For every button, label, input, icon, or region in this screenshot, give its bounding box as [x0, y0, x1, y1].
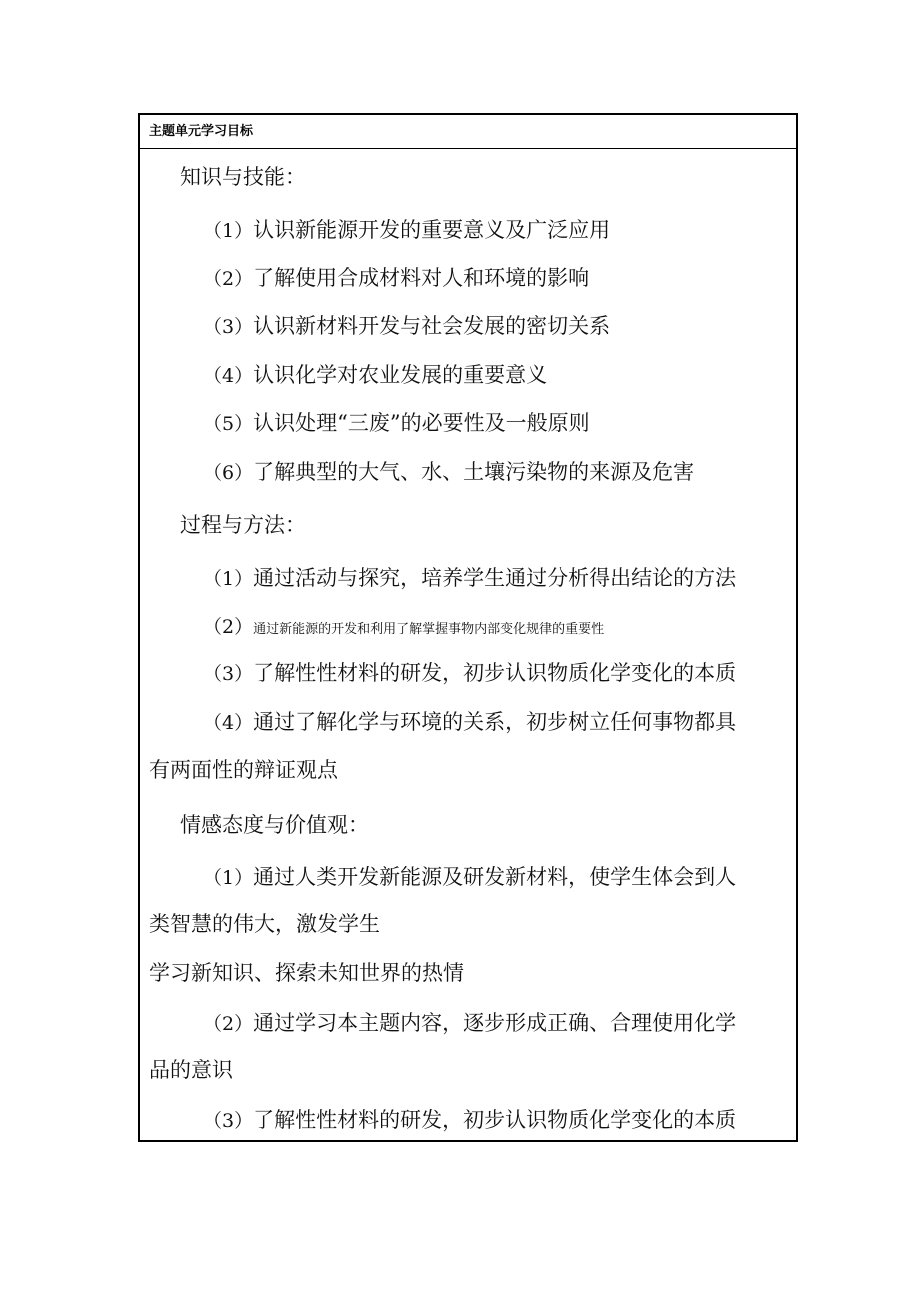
process-item-4-continuation: 有两面性的辩证观点 [149, 758, 338, 782]
item-number: （5） [203, 413, 254, 435]
process-item-3 [203, 660, 736, 687]
item-number: （6） [203, 462, 254, 484]
item-number: （4） [203, 712, 254, 734]
item-text: 认识化学对农业发展的重要意义 [253, 363, 548, 387]
process-item-4 [203, 709, 736, 736]
emotion-heading: 情感态度与价值观： [180, 813, 369, 837]
knowledge-item-5 [203, 410, 590, 437]
item-number: （3） [203, 663, 254, 685]
item-text: 认识处理“三废”的必要性及一般原则 [253, 411, 590, 435]
item-number: （3） [203, 316, 254, 338]
table-header-cell [140, 115, 796, 149]
item-number: （1） [203, 867, 254, 889]
item-text: 通过新能源的开发和利用了解掌握事物内部变化规律的重要性 [253, 622, 605, 637]
item-text: 认识新材料开发与社会发展的密切关系 [253, 314, 611, 338]
emotion-item-1-continuation: 类智慧的伟大，激发学生 [149, 912, 380, 936]
item-number: （4） [203, 365, 254, 387]
knowledge-item-1 [203, 217, 610, 244]
emotion-item-1-continuation-2: 学习新知识、探索未知世界的热情 [149, 961, 464, 985]
item-text: 通过学习本主题内容，逐步形成正确、合理使用化学 [253, 1011, 737, 1035]
knowledge-item-2 [203, 265, 589, 292]
emotion-item-3 [203, 1107, 736, 1134]
knowledge-item-4 [203, 362, 547, 389]
knowledge-item-6 [203, 459, 694, 486]
item-text: 了解使用合成材料对人和环境的影响 [253, 266, 590, 290]
table-header-title: 主题单元学习目标 [149, 124, 254, 139]
item-text: 了解典型的大气、水、土壤污染物的来源及危害 [253, 460, 695, 484]
process-item-1 [203, 565, 736, 592]
process-heading: 过程与方法： [180, 513, 306, 537]
item-text: 了解性性材料的研发，初步认识物质化学变化的本质 [253, 661, 737, 685]
item-text: 通过人类开发新能源及研发新材料，使学生体会到人 [253, 865, 737, 889]
item-number: （1） [203, 220, 254, 242]
item-text: 了解性性材料的研发，初步认识物质化学变化的本质 [253, 1108, 737, 1132]
item-number: （2） [203, 268, 254, 290]
item-text: 通过了解化学与环境的关系，初步树立任何事物都具 [253, 710, 737, 734]
item-number: （2） [203, 616, 254, 638]
emotion-item-1 [203, 864, 736, 891]
emotion-item-2 [203, 1010, 736, 1037]
item-number: （2） [203, 1013, 254, 1035]
process-item-2 [203, 613, 604, 643]
knowledge-item-3 [203, 313, 610, 340]
item-number: （1） [203, 568, 254, 590]
emotion-item-2-continuation: 品的意识 [149, 1058, 233, 1082]
item-number: （3） [203, 1110, 254, 1132]
item-text: 认识新能源开发的重要意义及广泛应用 [253, 218, 611, 242]
knowledge-heading: 知识与技能： [180, 165, 306, 189]
item-text: 通过活动与探究，培养学生通过分析得出结论的方法 [253, 566, 737, 590]
